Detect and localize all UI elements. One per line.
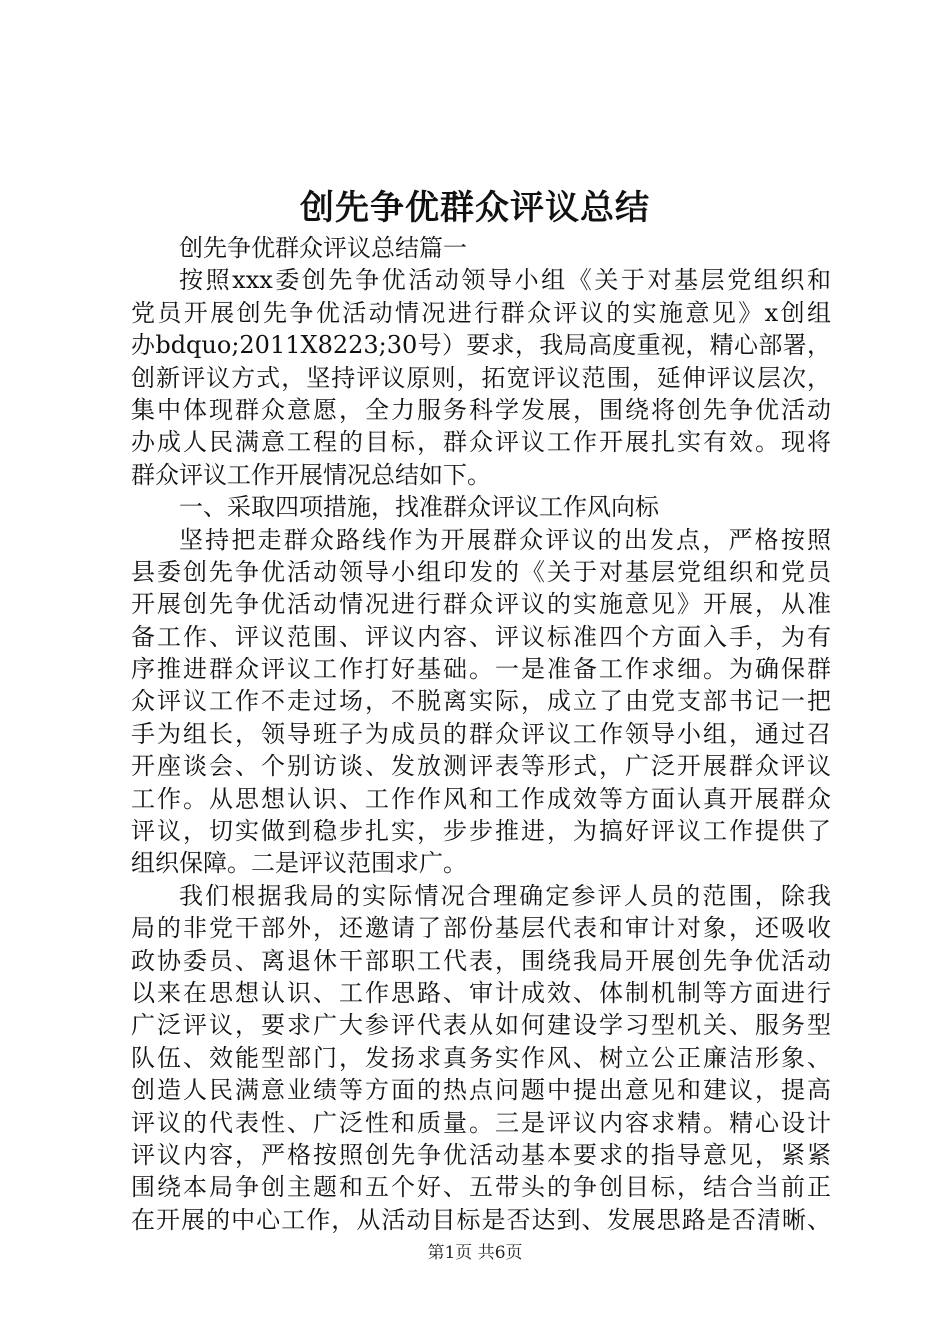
text-line: 县委创先争优活动领导小组印发的《关于对基层党组织和党员 [131, 557, 831, 586]
text-line: 备工作、评议范围、评议内容、评议标准四个方面入手，为有 [131, 622, 831, 651]
text-line: 开座谈会、个别访谈、发放测评表等形式，广泛开展群众评议 [131, 752, 831, 781]
text-line: 广泛评议，要求广大参评代表从如何建设学习型机关、服务型 [131, 1011, 831, 1040]
text-line: 坚持把走群众路线作为开展群众评议的出发点，严格按照 [179, 525, 831, 554]
text-line: 政协委员、离退休干部职工代表，围绕我局开展创先争优活动 [131, 946, 831, 975]
text-line: 开展创先争优活动情况进行群众评议的实施意见》开展，从准 [131, 590, 831, 619]
text-line: 一、采取四项措施，找准群众评议工作风向标 [179, 493, 659, 522]
text-line: 队伍、效能型部门，发扬求真务实作风、树立公正廉洁形象、 [131, 1043, 831, 1072]
text-line: 评议的代表性、广泛性和质量。三是评议内容求精。精心设计 [131, 1108, 831, 1137]
text-line: 组织保障。二是评议范围求广。 [131, 849, 467, 878]
text-line: 评议，切实做到稳步扎实，步步推进，为搞好评议工作提供了 [131, 817, 831, 846]
text-line: 工作。从思想认识、工作作风和工作成效等方面认真开展群众 [131, 784, 831, 813]
text-line: 众评议工作不走过场，不脱离实际，成立了由党支部书记一把 [131, 687, 831, 716]
text-line: 办bdquo;2011X8223;30号）要求，我局高度重视，精心部署， [131, 331, 831, 360]
text-line: 在开展的中心工作，从活动目标是否达到、发展思路是否清晰、 [131, 1205, 831, 1234]
text-line: 集中体现群众意愿，全力服务科学发展，围绕将创先争优活动 [131, 395, 831, 424]
text-line: 我们根据我局的实际情况合理确定参评人员的范围，除我 [179, 881, 831, 910]
text-line: 序推进群众评议工作打好基础。一是准备工作求细。为确保群 [131, 655, 831, 684]
text-line: 办成人民满意工程的目标，群众评议工作开展扎实有效。现将 [131, 428, 831, 457]
text-line: 以来在思想认识、工作思路、审计成效、体制机制等方面进行 [131, 978, 831, 1007]
text-line: 创造人民满意业绩等方面的热点问题中提出意见和建议，提高 [131, 1076, 831, 1105]
text-line: 创先争优群众评议总结篇一 [179, 234, 467, 262]
text-line: 围绕本局争创主题和五个好、五带头的争创目标，结合当前正 [131, 1173, 831, 1202]
document-body [131, 232, 831, 1236]
text-line: 评议内容，严格按照创先争优活动基本要求的指导意见，紧紧 [131, 1140, 831, 1169]
text-line: 按照xxx委创先争优活动领导小组《关于对基层党组织和 [179, 266, 831, 295]
text-line: 群众评议工作开展情况总结如下。 [131, 460, 491, 489]
text-line: 创新评议方式，坚持评议原则，拓宽评议范围，延伸评议层次， [131, 363, 831, 392]
text-line: 党员开展创先争优活动情况进行群众评议的实施意见》x创组 [131, 298, 831, 327]
text-line: 局的非党干部外，还邀请了部份基层代表和审计对象，还吸收 [131, 914, 831, 943]
page-footer: 第1页 共6页 [427, 1243, 523, 1263]
text-line: 手为组长，领导班子为成员的群众评议工作领导小组，通过召 [131, 719, 831, 748]
document-title: 创先争优群众评议总结 [300, 188, 650, 228]
